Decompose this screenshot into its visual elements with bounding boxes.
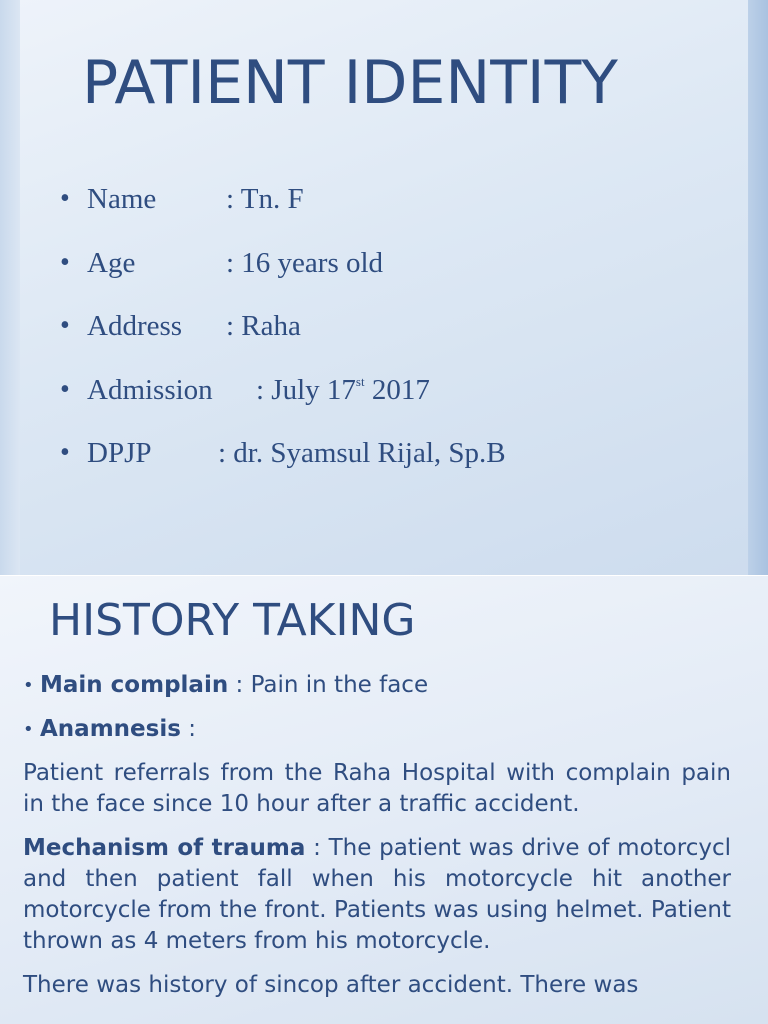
slide-right-edge <box>748 0 768 575</box>
main-complain-item <box>23 670 731 714</box>
admission-date-ordinal: st <box>355 373 365 389</box>
mechanism-label: Mechanism of trauma <box>23 835 306 861</box>
sincop-paragraph: There was history of sincop after accident. There was <box>23 972 639 998</box>
referral-paragraph: Patient referrals from the Raha Hospital with complain pain in the face since 10 hour after a traffic accident. <box>23 760 731 817</box>
slide-title: HISTORY TAKING <box>49 595 416 646</box>
bullet-icon: • <box>23 719 34 740</box>
field-value: : dr. Syamsul Rijal, Sp.B <box>218 437 506 469</box>
field-label: DPJP <box>87 437 152 469</box>
bullet-icon: • <box>60 246 70 278</box>
bullet-icon: • <box>60 437 70 468</box>
admission-date-prefix: : July 17 <box>256 373 356 406</box>
field-label: Name <box>87 183 157 215</box>
field-value <box>256 369 430 411</box>
field-label: Age <box>87 246 136 279</box>
field-label: Address <box>87 310 183 342</box>
slide-title: PATIENT IDENTITY <box>82 48 618 118</box>
bullet-icon: • <box>60 373 70 405</box>
anamnesis-label: Anamnesis <box>40 716 181 742</box>
bullet-icon: • <box>23 675 34 696</box>
field-value: : Raha <box>226 310 301 342</box>
field-value: : Tn. F <box>226 183 304 215</box>
main-complain-label: Main complain <box>40 672 229 698</box>
mechanism-text: : The patient was drive of motorcycl and then patient fall when his motorcycle hit another motorcycle from the front. Patients was using helmet. Patient thrown as 4 meters from his motorcycle. <box>23 835 731 954</box>
field-label: Admission <box>87 373 213 406</box>
main-complain-text: : Pain in the face <box>228 672 429 698</box>
history-body <box>23 670 731 1014</box>
anamnesis-text: : <box>180 716 196 742</box>
anamnesis-item <box>23 714 731 758</box>
bullet-icon: • <box>60 183 70 214</box>
bullet-icon: • <box>60 310 70 341</box>
slide-left-edge <box>0 0 20 575</box>
mechanism-paragraph <box>23 833 731 957</box>
field-value: : 16 years old <box>226 246 384 279</box>
admission-date-year: 2017 <box>364 373 430 406</box>
